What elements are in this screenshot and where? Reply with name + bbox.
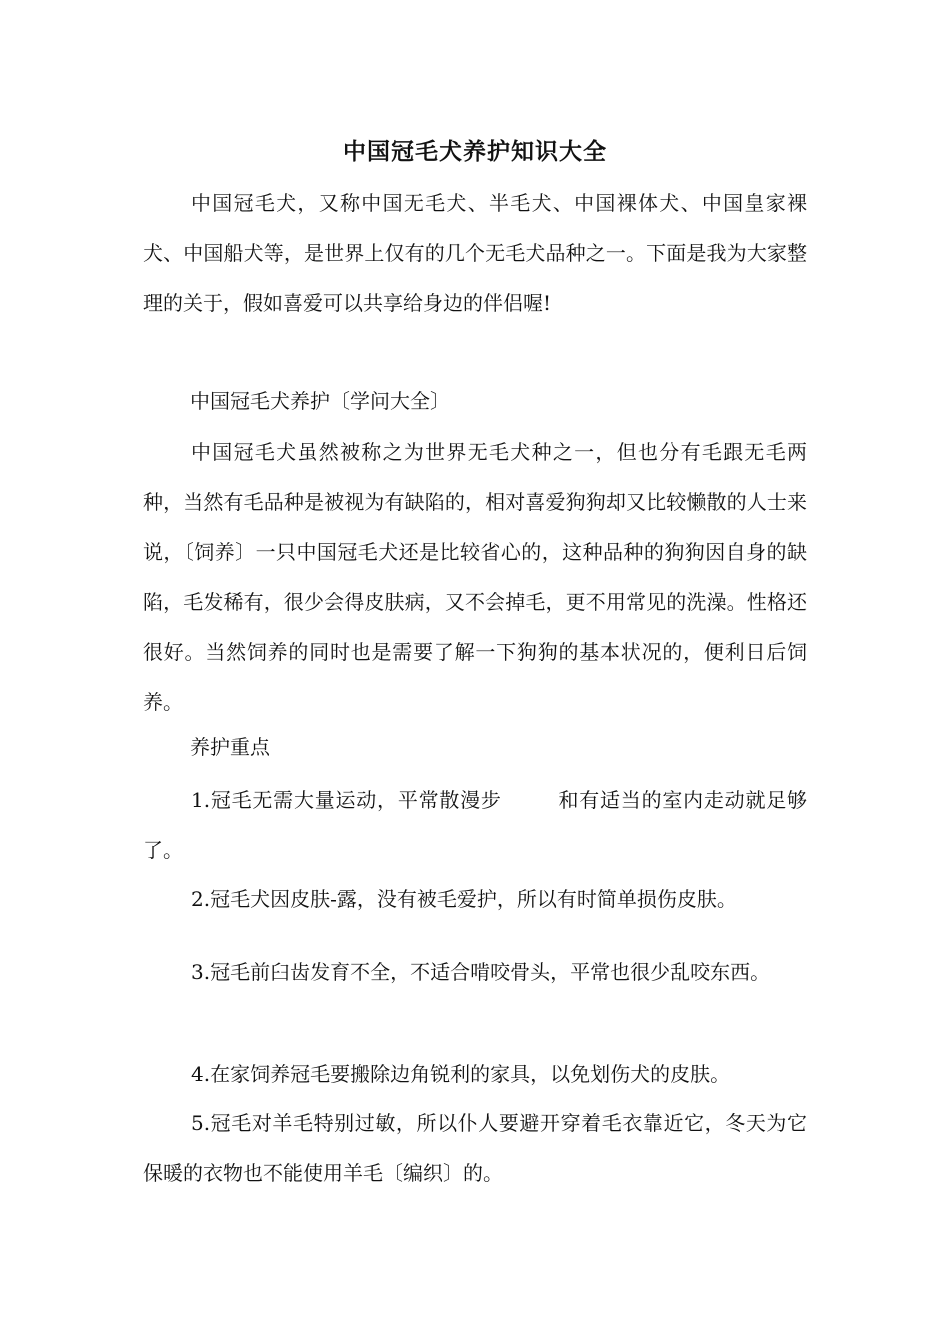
intro-paragraph: 中国冠毛犬，又称中国无毛犬、半毛犬、中国裸体犬、中国皇家裸犬、中国船犬等，是世界上仅有的几个无毛犬品种之一。下面是我为大家整理的关于，假如喜爱可以共享给身边的伴侣喔! <box>143 191 807 315</box>
section-heading: 中国冠毛犬养护〔学问大全〕 <box>190 389 450 413</box>
document-title: 中国冠毛犬养护知识大全 <box>343 138 607 165</box>
point-1-part1: 1.冠毛无需大量运动，平常散漫步 <box>191 788 502 812</box>
section-body-paragraph: 中国冠毛犬虽然被称之为世界无毛犬种之一，但也分有毛跟无毛两种，当然有毛品种是被视为有缺陷的，相对喜爱狗狗却又比较懒散的人士来说，〔饲养〕一只中国冠毛犬还是比较省心的，这种品种的狗狗因自身的缺陷，毛发稀有，很少会得皮肤病，又不会掉毛，更不用常见的洗澡。性格还很好。当然饲养的同时也是需要了解一下狗狗的基本状况的，便利日后饲养。 <box>143 440 807 714</box>
point-3: 3.冠毛前臼齿发育不全，不适合啃咬骨头，平常也很少乱咬东西。 <box>191 960 771 984</box>
point-1-part2: 和有适当的室内走动就足够了。 <box>143 788 807 862</box>
point-2: 2.冠毛犬因皮肤-露，没有被毛爱护，所以有时简单损伤皮肤。 <box>191 887 737 911</box>
point-5: 5.冠毛对羊毛特别过敏，所以仆人要避开穿着毛衣靠近它，冬天为它保暖的衣物也不能使用羊毛〔编织〕的。 <box>143 1111 807 1185</box>
point-1 <box>143 775 807 875</box>
key-points-heading: 养护重点 <box>190 735 270 759</box>
point-4: 4.在家饲养冠毛要搬除边角锐利的家具，以免划伤犬的皮肤。 <box>191 1062 731 1086</box>
